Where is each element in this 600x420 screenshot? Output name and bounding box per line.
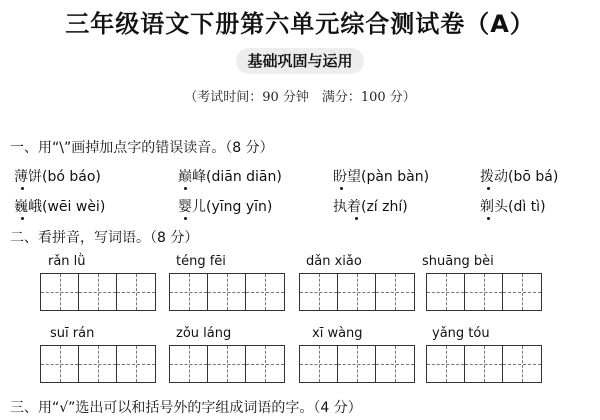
writing-grid[interactable] [169,345,285,383]
item-word: 巍峨 [14,199,42,215]
item-word: 巅峰 [178,169,206,185]
item-options: (pàn bàn) [361,169,430,185]
grid-cell[interactable] [41,346,79,382]
pronunciation-item [333,196,408,216]
grid-cell[interactable] [465,346,503,382]
pronunciation-item [14,166,101,186]
grid-cell[interactable] [117,274,155,310]
item-options: (zí zhí) [361,199,408,215]
pinyin-label: dǎn xiǎo [306,254,362,269]
question-2-heading: 二、看拼音，写词语。（8 分） [10,230,199,246]
item-word: 薄饼 [14,169,42,185]
writing-grid[interactable] [299,345,415,383]
grid-cell[interactable] [246,274,284,310]
grid-cell[interactable] [338,346,376,382]
pinyin-label: yǎng tóu [432,326,490,341]
grid-cell[interactable] [376,274,414,310]
grid-cell[interactable] [170,346,208,382]
pronunciation-item [480,196,546,216]
pinyin-label: suī rán [50,326,95,341]
grid-cell[interactable] [208,274,246,310]
emphasis-dot [487,187,490,190]
grid-cell[interactable] [465,274,503,310]
emphasis-dot [487,217,490,220]
emphasis-dot [21,187,24,190]
writing-grid[interactable] [40,273,156,311]
writing-grid[interactable] [299,273,415,311]
item-options: (bō bá) [508,169,559,185]
grid-cell[interactable] [300,346,338,382]
pronunciation-item [333,166,429,186]
item-word: 剃头 [480,199,508,215]
page-title: 三年级语文下册第六单元综合测试卷（A） [65,10,535,38]
emphasis-dot [355,217,358,220]
grid-cell[interactable] [79,346,117,382]
grid-cell[interactable] [79,274,117,310]
pinyin-label: shuāng bèi [422,254,494,269]
pinyin-label: zǒu láng [176,326,232,341]
grid-cell[interactable] [427,346,465,382]
emphasis-dot [184,187,187,190]
grid-cell[interactable] [246,346,284,382]
pronunciation-item [14,196,105,216]
emphasis-dot [340,187,343,190]
grid-cell[interactable] [300,274,338,310]
grid-cell[interactable] [376,346,414,382]
pronunciation-item [480,166,558,186]
item-options: (yīng yīn) [206,199,273,215]
writing-grid[interactable] [40,345,156,383]
grid-cell[interactable] [41,274,79,310]
item-word: 拨动 [480,169,508,185]
writing-grid[interactable] [169,273,285,311]
exam-info: （考试时间：90 分钟 满分：100 分） [184,90,416,105]
item-word: 执着 [333,199,361,215]
writing-grid[interactable] [426,273,542,311]
grid-cell[interactable] [338,274,376,310]
grid-cell[interactable] [503,346,541,382]
section-subtitle-badge: 基础巩固与运用 [236,48,364,74]
writing-grid[interactable] [426,345,542,383]
grid-cell[interactable] [170,274,208,310]
item-word: 盼望 [333,169,361,185]
grid-cell[interactable] [427,274,465,310]
pinyin-label: téng fēi [176,254,226,269]
question-3-heading: 三、用“√”选出可以和括号外的字组成词语的字。（4 分） [10,400,362,416]
pinyin-label: rǎn lǜ [48,254,86,269]
pinyin-label: xī wàng [312,326,363,341]
item-options: (bó báo) [42,169,101,185]
emphasis-dot [184,217,187,220]
item-options: (wēi wèi) [42,199,106,215]
pronunciation-item [178,196,272,216]
pronunciation-item [178,166,282,186]
grid-cell[interactable] [503,274,541,310]
grid-cell[interactable] [208,346,246,382]
item-options: (diān diān) [206,169,282,185]
item-word: 婴儿 [178,199,206,215]
emphasis-dot [21,217,24,220]
question-1-heading: 一、用“\”画掉加点字的错误读音。（8 分） [10,140,274,156]
item-options: (dì tì) [508,199,546,215]
grid-cell[interactable] [117,346,155,382]
